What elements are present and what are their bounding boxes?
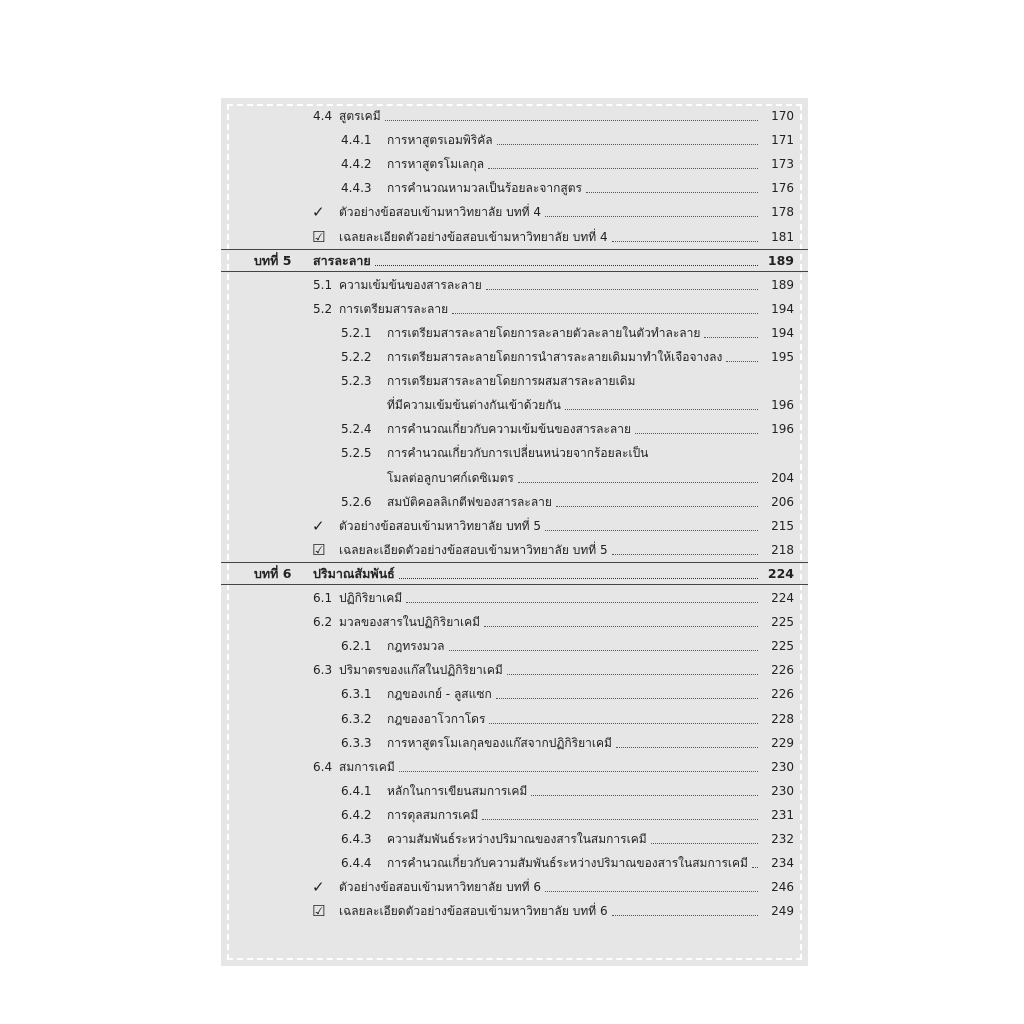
- section-number: 5.2.6: [341, 494, 372, 509]
- section-number: 6.3.3: [341, 735, 372, 750]
- toc-row: [221, 394, 808, 416]
- toc-entry-title: ความสัมพันธ์ระหว่างปริมาณของสารในสมการเคมี: [387, 832, 647, 846]
- dot-leader: [507, 674, 758, 675]
- toc-entry-title: การคำนวณเกี่ยวกับการเปลี่ยนหน่วยจากร้อยละเป็น: [387, 446, 649, 461]
- section-number: 6.3: [313, 663, 333, 678]
- toc-chapter-row: [221, 563, 808, 585]
- page-number: 226: [771, 687, 794, 702]
- page-number: 189: [767, 252, 794, 268]
- page-number: 170: [771, 109, 794, 123]
- toc-row: [221, 900, 808, 922]
- toc-entry-title: การเตรียมสารละลาย: [339, 301, 449, 316]
- dot-leader: [399, 771, 758, 772]
- dot-leader: [565, 409, 758, 410]
- dot-leader: [496, 698, 758, 699]
- toc-row: [221, 274, 808, 296]
- toc-row: [221, 804, 808, 826]
- dot-leader: [375, 265, 758, 266]
- page-number: 215: [771, 518, 794, 533]
- toc-row: [221, 876, 808, 898]
- dot-leader: [586, 192, 758, 193]
- section-number: 5.1: [313, 277, 333, 292]
- toc-entry-title: สมบัติคอลลิเกตีฟของสารละลาย: [387, 494, 552, 509]
- checked-box-icon: ☑: [312, 227, 326, 246]
- toc-entry-title: การหาสูตรโมเลกุล: [387, 157, 485, 172]
- toc-entry-title: เฉลยละเอียดตัวอย่างข้อสอบเข้ามหาวิทยาลัย บทที่ 6: [339, 904, 608, 919]
- dot-leader: [556, 506, 758, 507]
- section-number: 6.3.2: [341, 711, 372, 726]
- page-number: 234: [771, 856, 794, 871]
- toc-entry-title: การคำนวณเกี่ยวกับความสัมพันธ์ระหว่างปริมาณของสารในสมการเคมี: [387, 856, 748, 871]
- toc-chapter-row: [221, 250, 808, 272]
- checkmark-icon: ✓: [312, 516, 325, 535]
- dot-leader: [635, 433, 758, 434]
- toc-row: [221, 467, 808, 489]
- section-number: 5.2.3: [341, 374, 372, 389]
- page-number: 181: [771, 229, 794, 244]
- toc-entry-title: สารละลาย: [313, 252, 371, 268]
- toc-entry-title: การเตรียมสารละลายโดยการละลายตัวละลายในตัวทำละลาย: [387, 325, 701, 340]
- dot-leader: [651, 843, 758, 844]
- toc-entry-title: การคำนวณเกี่ยวกับความเข้มข้นของสารละลาย: [387, 422, 632, 437]
- toc-entry-title: การหาสูตรโมเลกุลของแก๊สจากปฏิกิริยาเคมี: [387, 735, 612, 750]
- section-number: 5.2.2: [341, 350, 372, 364]
- toc-row: [221, 683, 808, 705]
- toc-entry-title: ปริมาตรของแก๊สในปฏิกิริยาเคมี: [339, 663, 503, 678]
- toc-row: [221, 442, 808, 464]
- page-number: 204: [771, 470, 794, 485]
- page-number: 218: [771, 542, 794, 557]
- page-number: 173: [771, 157, 794, 172]
- section-number: 4.4.1: [341, 133, 372, 148]
- table-of-contents: [221, 98, 808, 966]
- section-number: 5.2.4: [341, 422, 372, 437]
- toc-row: [221, 298, 808, 320]
- toc-entry-title: ที่มีความเข้มข้นต่างกันเข้าด้วยกัน: [387, 398, 561, 413]
- toc-entry-title: ตัวอย่างข้อสอบเข้ามหาวิทยาลัย บทที่ 5: [339, 518, 542, 533]
- page-number: 194: [771, 325, 794, 340]
- dot-leader: [486, 289, 758, 290]
- section-number: 5.2.1: [341, 325, 372, 340]
- toc-entry-title: การเตรียมสารละลายโดยการนำสารละลายเดิมมาทำให้เจือจางลง: [387, 350, 723, 364]
- toc-row: [221, 129, 808, 151]
- dot-leader: [612, 915, 758, 916]
- toc-entry-title: ปฏิกิริยาเคมี: [339, 591, 403, 605]
- dot-leader: [616, 747, 758, 748]
- dot-leader: [497, 144, 758, 145]
- toc-entry-title: กฎของเกย์ - ลูสแซก: [387, 687, 492, 702]
- toc-row: [221, 346, 808, 368]
- toc-row: [221, 756, 808, 778]
- toc-entry-title: สูตรเคมี: [339, 109, 381, 123]
- toc-row: [221, 732, 808, 754]
- section-number: 6.3.1: [341, 687, 372, 702]
- dot-leader: [452, 313, 758, 314]
- toc-entry-title: มวลของสารในปฏิกิริยาเคมี: [339, 615, 481, 630]
- section-number: 6.2: [313, 615, 333, 630]
- toc-entry-title: ปริมาณสัมพันธ์: [313, 565, 395, 581]
- page-number: 195: [771, 350, 794, 364]
- toc-row: [221, 105, 808, 127]
- toc-entry-title: กฎของอาโวกาโดร: [387, 711, 486, 726]
- toc-entry-title: การคำนวณหามวลเป็นร้อยละจากสูตร: [387, 181, 582, 196]
- chapter-label: บทที่ 5: [254, 252, 292, 268]
- page-number: 194: [771, 301, 794, 316]
- toc-row: [221, 611, 808, 633]
- chapter-label: บทที่ 6: [254, 565, 292, 581]
- toc-row: [221, 177, 808, 199]
- section-number: 6.4.2: [341, 807, 372, 822]
- toc-entry-title: หลักในการเขียนสมการเคมี: [387, 783, 528, 798]
- toc-row: [221, 852, 808, 874]
- toc-entry-title: โมลต่อลูกบาศก์เดซิเมตร: [387, 470, 514, 485]
- toc-entry-title: เฉลยละเอียดตัวอย่างข้อสอบเข้ามหาวิทยาลัย บทที่ 4: [339, 229, 608, 244]
- page-number: 189: [771, 277, 794, 292]
- section-number: 6.2.1: [341, 639, 372, 654]
- section-number: 6.4.3: [341, 832, 372, 846]
- toc-entry-title: กฎทรงมวล: [387, 639, 445, 654]
- toc-row: [221, 418, 808, 440]
- page-number: 229: [771, 735, 794, 750]
- page-number: 226: [771, 663, 794, 678]
- page-number: 225: [771, 639, 794, 654]
- page-number: 228: [771, 711, 794, 726]
- toc-row: [221, 635, 808, 657]
- page-number: 232: [771, 832, 794, 846]
- dot-leader: [545, 216, 758, 217]
- toc-row: [221, 539, 808, 561]
- dot-leader: [482, 819, 758, 820]
- page-number: 230: [771, 783, 794, 798]
- page-number: 246: [771, 880, 794, 895]
- section-number: 6.4: [313, 759, 333, 774]
- page-number: 224: [767, 565, 794, 581]
- toc-row: [221, 370, 808, 392]
- dot-leader: [489, 723, 758, 724]
- toc-row: [221, 708, 808, 730]
- toc-entry-title: เฉลยละเอียดตัวอย่างข้อสอบเข้ามหาวิทยาลัย บทที่ 5: [339, 542, 608, 557]
- dot-leader: [612, 241, 758, 242]
- page-number: 178: [771, 205, 794, 220]
- page-number: 171: [771, 133, 794, 148]
- toc-row: [221, 491, 808, 513]
- dot-leader: [545, 530, 758, 531]
- dot-leader: [406, 602, 758, 603]
- dot-leader: [488, 168, 758, 169]
- dot-leader: [484, 626, 758, 627]
- dot-leader: [704, 337, 758, 338]
- checkmark-icon: ✓: [312, 203, 325, 222]
- page-number: 225: [771, 615, 794, 630]
- dot-leader: [531, 795, 758, 796]
- section-number: 6.4.4: [341, 856, 372, 871]
- section-number: 4.4.3: [341, 181, 372, 196]
- dot-leader: [518, 482, 758, 483]
- section-number: 4.4.2: [341, 157, 372, 172]
- page-number: 230: [771, 759, 794, 774]
- toc-entry-title: การดุลสมการเคมี: [387, 807, 479, 822]
- toc-entry-title: สมการเคมี: [339, 759, 395, 774]
- toc-row: [221, 659, 808, 681]
- toc-row: [221, 201, 808, 223]
- toc-entry-title: ตัวอย่างข้อสอบเข้ามหาวิทยาลัย บทที่ 6: [339, 880, 542, 895]
- toc-entry-title: การหาสูตรเอมพิริคัล: [387, 133, 493, 148]
- book-page: [221, 98, 808, 966]
- toc-entry-title: ความเข้มข้นของสารละลาย: [339, 277, 482, 292]
- toc-row: [221, 226, 808, 248]
- toc-row: [221, 587, 808, 609]
- section-number: 5.2: [313, 301, 333, 316]
- page-number: 224: [771, 591, 794, 605]
- toc-row: [221, 828, 808, 850]
- page-number: 196: [771, 398, 794, 413]
- section-number: 4.4: [313, 109, 333, 123]
- toc-row: [221, 515, 808, 537]
- dot-leader: [385, 120, 758, 121]
- page-number: 249: [771, 904, 794, 919]
- toc-row: [221, 153, 808, 175]
- section-number: 5.2.5: [341, 446, 372, 461]
- toc-row: [221, 322, 808, 344]
- dot-leader: [612, 554, 758, 555]
- page-number: 176: [771, 181, 794, 196]
- dot-leader: [449, 650, 758, 651]
- section-number: 6.4.1: [341, 783, 372, 798]
- page-number: 206: [771, 494, 794, 509]
- page-number: 231: [771, 807, 794, 822]
- checked-box-icon: ☑: [312, 540, 326, 559]
- checked-box-icon: ☑: [312, 902, 326, 921]
- checkmark-icon: ✓: [312, 878, 325, 897]
- toc-entry-title: การเตรียมสารละลายโดยการผสมสารละลายเดิม: [387, 374, 636, 389]
- page-number: 196: [771, 422, 794, 437]
- dot-leader: [545, 891, 758, 892]
- dot-leader: [399, 578, 758, 579]
- dot-leader: [726, 361, 758, 362]
- section-number: 6.1: [313, 591, 333, 605]
- toc-row: [221, 780, 808, 802]
- toc-entry-title: ตัวอย่างข้อสอบเข้ามหาวิทยาลัย บทที่ 4: [339, 205, 542, 220]
